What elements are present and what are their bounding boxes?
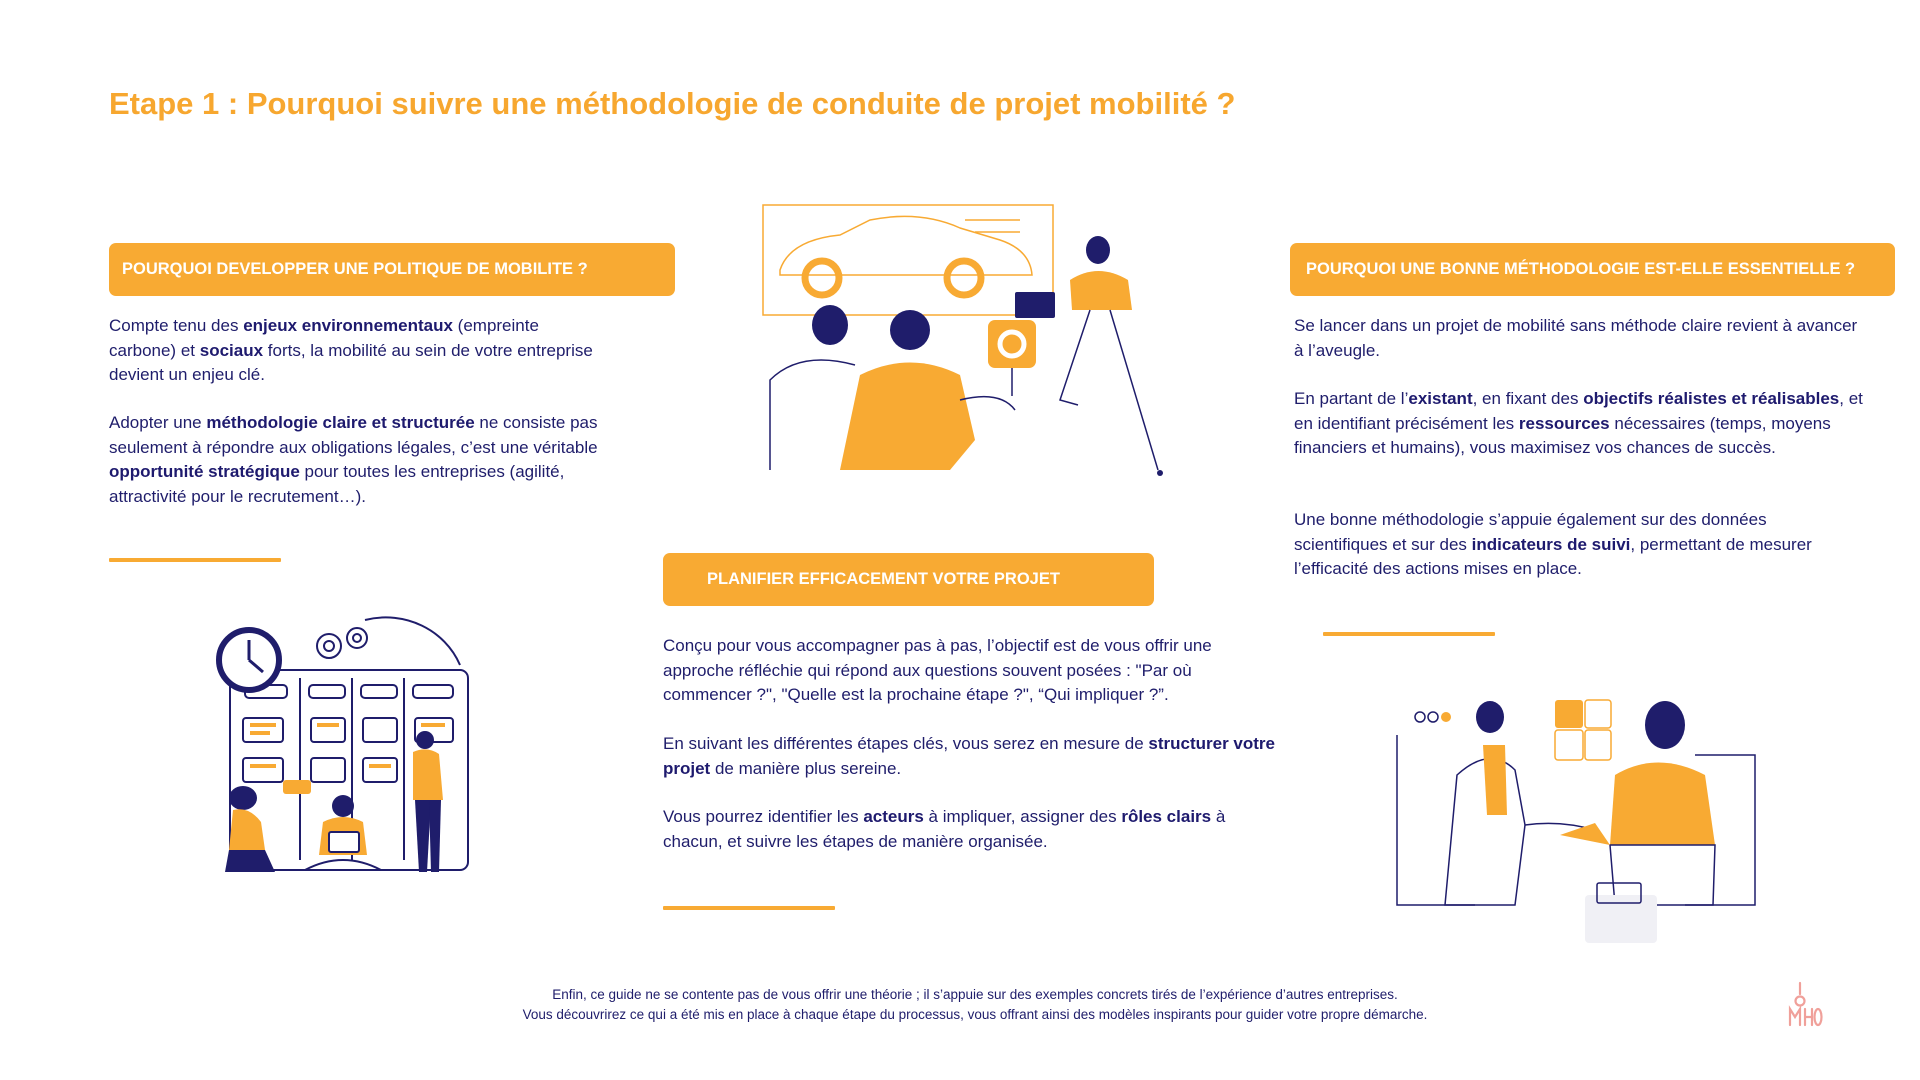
paragraph-indicators: Une bonne méthodologie s’appuie également sur des données scientifiques et sur des indicateurs de suivi, permettant de mesurer l’efficacité des actions mises en place.: [1294, 510, 1812, 578]
paragraph-methodology: Adopter une méthodologie claire et structurée ne consiste pas seulement à répondre aux obligations légales, c’est une véritable opportunité stratégique pour toutes les entreprises (agilité, attractivité pour le recrutement…).: [109, 413, 598, 506]
divider-left: [109, 558, 281, 562]
paragraph-existing: En partant de l’existant, en fixant des objectifs réalistes et réalisables, et en identifiant précisément les ressources nécessaires (temps, moyens financiers et humains), vous maximisez vos chances de succès.: [1294, 389, 1863, 457]
footer-note: [0, 985, 1920, 1025]
divider-center: [663, 906, 835, 910]
footer-line-2: Vous découvrirez ce qui a été mis en place à chaque étape du processus, vous offrant ainsi des modèles inspirants pour guider votre propre démarche.: [522, 1007, 1428, 1022]
heading-label: POURQUOI DEVELOPPER UNE POLITIQUE DE MOBILITE ?: [122, 260, 588, 278]
mobility-team-illustration: [760, 200, 1180, 485]
footer-line-1: Enfin, ce guide ne se contente pas de vous offrir une théorie ; il s’appuie sur des exemples concrets tirés de l’expérience d’autres entreprises.: [552, 987, 1398, 1002]
moho-logo: [1787, 975, 1823, 1031]
paragraph-key-steps: En suivant les différentes étapes clés, vous serez en mesure de structurer votre projet de manière plus sereine.: [663, 734, 1276, 778]
handshake-illustration: [1395, 695, 1765, 945]
paragraph-approach: Conçu pour vous accompagner pas à pas, l’objectif est de vous offrir une approche réfléchie qui répond aux questions souvent posées : "Par où commencer ?", "Quelle est la prochaine étape ?", “Qui impliquer ?”.: [663, 636, 1212, 704]
heading-mobility-policy: [109, 243, 675, 296]
page-title: Etape 1 : Pourquoi suivre une méthodologie de conduite de projet mobilité ?: [109, 86, 1236, 121]
heading-good-methodology: [1290, 243, 1895, 296]
heading-label: PLANIFIER EFFICACEMENT VOTRE PROJET: [707, 570, 1060, 588]
paragraph-blind: Se lancer dans un projet de mobilité sans méthode claire revient à avancer à l’aveugle.: [1294, 316, 1858, 360]
heading-plan-project: [663, 553, 1154, 606]
paragraph-actors: Vous pourrez identifier les acteurs à impliquer, assigner des rôles clairs à chacun, et suivre les étapes de manière organisée.: [663, 807, 1226, 851]
paragraph-stakes: Compte tenu des enjeux environnementaux (empreinte carbone) et sociaux forts, la mobilité au sein de votre entreprise devient un enjeu clé.: [109, 316, 593, 384]
divider-right: [1323, 632, 1495, 636]
heading-label: POURQUOI UNE BONNE MÉTHODOLOGIE EST-ELLE ESSENTIELLE ?: [1306, 260, 1856, 278]
planning-board-illustration: [205, 610, 485, 885]
